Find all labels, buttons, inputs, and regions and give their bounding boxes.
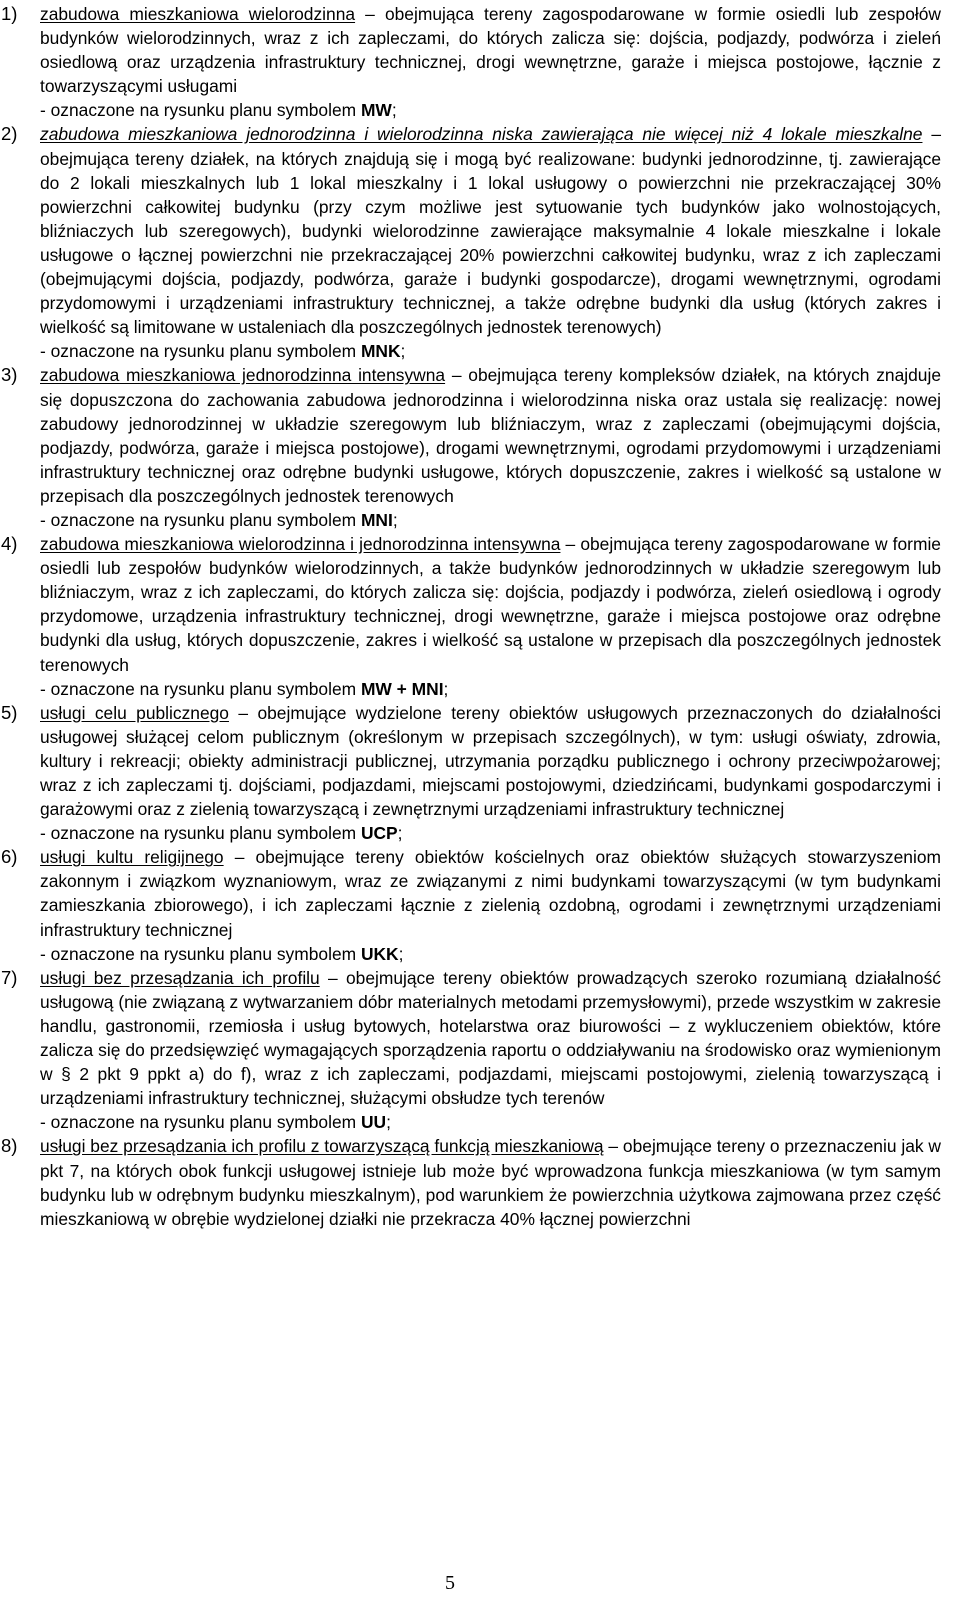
plan-symbol: MNK <box>360 341 401 362</box>
defined-term: usługi kultu religijnego <box>40 847 224 868</box>
definition-item-7 <box>0 966 941 1135</box>
definition-item-5 <box>0 701 941 846</box>
symbol-prefix: - oznaczone na rysunku planu symbolem <box>40 100 361 121</box>
item-number: 1) <box>1 3 18 24</box>
symbol-suffix: ; <box>443 678 449 699</box>
term-description: – obejmująca tereny zagospodarowane w formie osiedli lub zespołów budynków wielorodzinnych, wraz z ich zapleczami, do których zalicza się: dojścia, podjazdy, podwórza i zieleń osiedlową oraz urządzenia infrastruktury technicznej, drogi wewnętrzne, garaże i miejsca postojowe, łącznie z towarzyszącymi usługami <box>40 4 941 97</box>
symbol-prefix: - oznaczone na rysunku planu symbolem <box>40 943 361 964</box>
symbol-line <box>40 98 941 122</box>
term-description: – obejmująca tereny zagospodarowane w formie osiedli lub zespołów budynków wielorodzinnych, a także budynków jednorodzinnych w układzie szeregowym lub bliźniaczym, wraz z ich zapleczami, do których zalicza się: dojścia, podjazdy i podwórza, zieleń osiedlową i ogrody przydomowe, urządzenia infrastruktury technicznej, drogi wewnętrzne, garaże i miejsca postojowe oraz odrębne budynki dla usług, których dopuszczenie, zakres i wielkość są ustalone w przepisach dla poszczególnych jednostek terenowych <box>40 534 941 675</box>
symbol-line <box>40 1110 941 1134</box>
definition-item-8 <box>0 1134 941 1230</box>
item-number: 7) <box>1 966 18 988</box>
term-description: – obejmujące tereny obiektów prowadzących szeroko rozumianą działalność usługową (nie związaną z wytwarzaniem dóbr materialnych metodami przemysłowymi), przede wszystkim w zakresie handlu, gastronomii, rzemiosła i usług bytowych, hotelarstwa oraz biurowości – z wykluczeniem obiektów, które zalicza się do przedsięwzięć wymagających sporządzenia raportu o oddziaływaniu na środowisko oraz wymienionym w § 2 pkt 9 ppkt a) do f), wraz z ich zapleczami, podjazdami, miejscami postojowymi, zielenią towarzyszącą i urządzeniami infrastruktury technicznej, służącymi obsłudze tych terenów <box>40 967 941 1109</box>
plan-symbol: UU <box>360 1112 387 1133</box>
symbol-prefix: - oznaczone na rysunku planu symbolem <box>40 678 361 699</box>
symbol-line <box>40 677 941 701</box>
symbol-prefix: - oznaczone na rysunku planu symbolem <box>40 341 361 362</box>
symbol-suffix: ; <box>398 943 404 964</box>
term-description: – obejmujące tereny obiektów kościelnych oraz obiektów służących stowarzyszeniom zakonnym i związkom wyznaniowym, wraz ze związanymi z nimi budynkami towarzyszącymi (w tym budynkami zamieszkania zbiorowego), i ich zapleczami łącznie z zielenią ozdobną, ogrodami i zewnętrznymi urządzeniami infrastruktury technicznej <box>40 847 941 940</box>
item-number: 5) <box>1 701 18 723</box>
item-number: 4) <box>1 533 18 555</box>
plan-symbol: MW + MNI <box>360 678 444 699</box>
plan-symbol: MW <box>360 100 392 121</box>
item-number: 6) <box>1 846 18 868</box>
symbol-suffix: ; <box>400 341 406 362</box>
term-description: – obejmujące wydzielone tereny obiektów usługowych przeznaczonych do działalności usługowej służącej celom publicznym (określonym w przepisach szczególnych), w tym: usługi oświaty, zdrowia, kultury i rekreacji; obiekty administracji publicznej, utrzymania porządku publicznego i ochrony przeciwpożarowej; wraz z ich zapleczami tj. dojściami, podjazdami, miejscami postojowymi, dziedzińcami, budynkami gospodarczymi i garażowymi oraz z zielenią towarzyszącą i zewnętrznymi urządzeniami infrastruktury technicznej <box>40 702 941 820</box>
defined-term: zabudowa mieszkaniowa jednorodzinna i wielorodzinna niska zawierająca nie więcej niż 4 lokale mieszkalne <box>40 124 923 145</box>
symbol-line <box>40 821 941 845</box>
symbol-prefix: - oznaczone na rysunku planu symbolem <box>40 823 361 844</box>
definition-item-4 <box>0 532 941 701</box>
symbol-line <box>40 339 941 363</box>
defined-term: usługi bez przesądzania ich profilu z towarzyszącą funkcją mieszkaniową <box>40 1136 604 1157</box>
item-number: 2) <box>1 123 18 145</box>
definition-item-1 <box>0 2 941 122</box>
term-description: – obejmujące tereny o przeznaczeniu jak w pkt 7, na których obok funkcji usługowej istnieje lub może być wprowadzona funkcja mieszkaniowa (w tym samym budynku lub w odrębnym budynku mieszkalnym), pod warunkiem że powierzchnia użytkowa zajmowana przez część mieszkaniową w obrębie wydzielonej działki nie przekracza 40% łącznej powierzchni <box>40 1136 941 1229</box>
symbol-line <box>40 508 941 532</box>
definitions-list <box>0 2 941 1231</box>
plan-symbol: UKK <box>360 943 399 964</box>
symbol-suffix: ; <box>397 823 403 844</box>
term-description: – obejmująca tereny działek, na których znajdują się i mogą być realizowane: budynki jednorodzinne, tj. zawierające do 2 lokali mieszkalnych lub 1 lokal mieszkalny i 1 lokal usługowy o powierzchni nie przekraczającej 30% powierzchni całkowitej budynku (przy czym możliwe jest sytuowanie tych budynków jako wolnostojących, bliźniaczych lub szeregowych), budynki wielorodzinne zawierające maksymalnie 4 lokale mieszkalne i lokale usługowe o łącznej powierzchni nie przekraczającej 20% powierzchni całkowitej budynku, wraz z ich zapleczami (obejmującymi dojścia, podjazdy, podwórza, garaże i budynki gospodarcze), drogami wewnętrznymi, ogrodami przydomowymi i urządzeniami infrastruktury technicznej, a także odrębne budynki dla usług (których zakres i wielkość są limitowane w ustaleniach dla poszczególnych jednostek terenowych) <box>40 124 941 338</box>
symbol-suffix: ; <box>386 1112 391 1133</box>
defined-term: usługi celu publicznego <box>40 702 229 723</box>
defined-term: zabudowa mieszkaniowa jednorodzinna intensywna <box>40 365 446 386</box>
defined-term: zabudowa mieszkaniowa wielorodzinna i jednorodzinna intensywna <box>40 534 561 555</box>
item-number: 3) <box>1 364 18 386</box>
symbol-line <box>40 942 941 966</box>
definition-item-6 <box>0 845 941 965</box>
term-description: – obejmująca tereny kompleksów działek, na których znajduje się dopuszczona do zachowania zabudowa jednorodzinna i wielorodzinna niska oraz ustala się realizację: nowej zabudowy jednorodzinnej w układzie szeregowym lub bliźniaczym, wraz z zapleczami (obejmującymi dojścia, podjazdy, podwórza, garaże i miejsca postojowe), drogami wewnętrznymi, ogrodami przydomowymi i urządzeniami infrastruktury technicznej oraz odrębne budynki usługowe, których dopuszczenie, zakres i wielkość są ustalone w przepisach dla poszczególnych jednostek terenowych <box>40 365 941 506</box>
defined-term: usługi bez przesądzania ich profilu <box>40 967 320 988</box>
plan-symbol: UCP <box>360 823 398 844</box>
item-number: 8) <box>1 1135 18 1157</box>
definition-item-3 <box>0 363 941 532</box>
symbol-prefix: - oznaczone na rysunku planu symbolem <box>40 1112 361 1133</box>
plan-symbol: MNI <box>360 509 393 530</box>
definition-item-2 <box>0 122 941 363</box>
symbol-prefix: - oznaczone na rysunku planu symbolem <box>40 509 361 530</box>
symbol-suffix: ; <box>391 100 397 121</box>
defined-term: zabudowa mieszkaniowa wielorodzinna <box>40 4 356 24</box>
symbol-suffix: ; <box>392 509 398 530</box>
page-number: 5 <box>445 1572 455 1594</box>
